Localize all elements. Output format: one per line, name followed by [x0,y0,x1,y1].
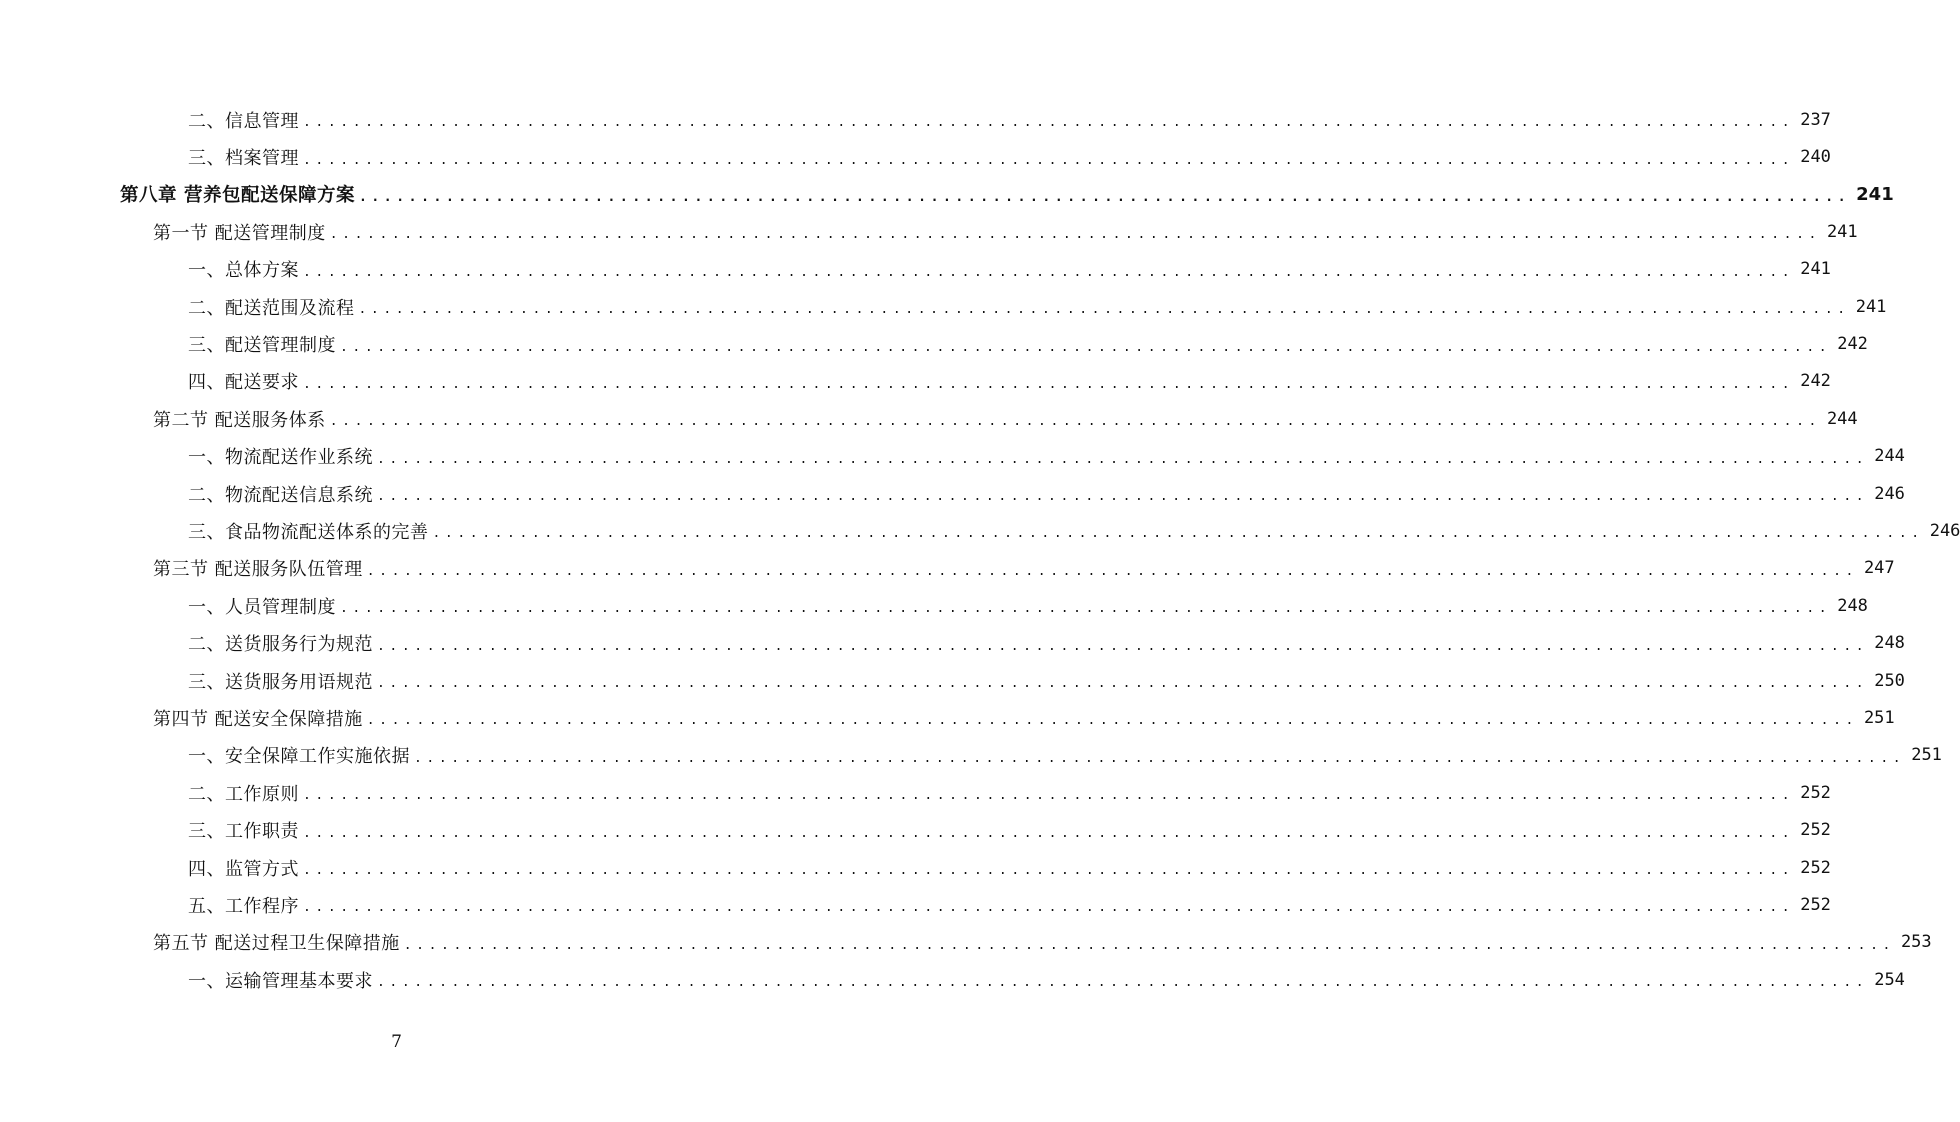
toc-section-entry[interactable] [0,550,1895,587]
toc-item-entry[interactable] [0,438,1905,475]
toc-entry-page-number: 237 [1800,109,1831,130]
toc-entry-title: 第八章 营养包配送保障方案 [120,185,355,207]
dot-leader: ........................................................................................................................ [303,900,1795,916]
dot-leader: ........................................................................................................................ [303,788,1795,804]
toc-entry-title: 二、物流配送信息系统 [188,484,373,506]
toc-entry-title: 第五节 配送过程卫生保障措施 [153,933,400,955]
toc-item-entry[interactable] [0,251,1831,288]
toc-entry-page-number: 247 [1863,558,1895,579]
toc-section-entry[interactable] [0,699,1895,736]
toc-entry-page-number: 244 [1826,408,1858,429]
toc-item-entry[interactable] [0,811,1831,848]
toc-entry-page-number: 240 [1800,147,1831,168]
toc-item-entry[interactable] [0,624,1905,661]
toc-item-entry[interactable] [0,662,1905,699]
table-of-contents [0,101,1960,998]
dot-leader: ........................................................................................................................ [403,937,1895,953]
toc-entry-title: 三、工作职责 [188,821,299,843]
page-number: 7 [391,1032,402,1052]
toc-entry-title: 三、配送管理制度 [188,335,336,357]
dot-leader: ........................................................................................................................ [340,601,1832,617]
toc-entry-title: 二、配送范围及流程 [188,297,355,319]
dot-leader: ........................................................................................................................ [377,676,1869,692]
toc-entry-page-number: 252 [1800,857,1831,878]
dot-leader: ........................................................................................................................ [358,302,1850,318]
toc-entry-page-number: 251 [1911,745,1942,766]
toc-entry-title: 一、安全保障工作实施依据 [188,746,410,768]
toc-entry-page-number: 251 [1863,707,1895,728]
toc-entry-page-number: 253 [1900,932,1932,953]
toc-entry-page-number: 248 [1874,633,1905,654]
dot-leader: ........................................................................................................................ [303,376,1795,392]
toc-item-entry[interactable] [0,587,1868,624]
toc-entry-title: 三、送货服务用语规范 [188,671,373,693]
toc-entry-title: 二、送货服务行为规范 [188,634,373,656]
dot-leader: ........................................................................................................................ [377,489,1869,505]
toc-item-entry[interactable] [0,475,1905,512]
dot-leader: ........................................................................................................................ [377,451,1869,467]
dot-leader: ........................................................................................................................ [432,526,1924,542]
toc-entry-title: 一、运输管理基本要求 [188,970,373,992]
toc-entry-title: 三、食品物流配送体系的完善 [188,521,429,543]
toc-entry-page-number: 254 [1874,969,1905,990]
toc-entry-page-number: 252 [1800,782,1831,803]
toc-item-entry[interactable] [0,288,1887,325]
toc-entry-title: 二、工作原则 [188,783,299,805]
dot-leader: ........................................................................................................................ [366,563,1858,579]
toc-entry-page-number: 241 [1855,296,1887,317]
toc-item-entry[interactable] [0,774,1831,811]
toc-item-entry[interactable] [0,138,1831,175]
toc-item-entry[interactable] [0,101,1831,138]
toc-item-entry[interactable] [0,737,1942,774]
toc-entry-page-number: 246 [1929,520,1960,541]
toc-entry-page-number: 250 [1874,670,1905,691]
toc-section-entry[interactable] [0,213,1858,250]
toc-section-entry[interactable] [0,400,1858,437]
toc-entry-page-number: 241 [1800,259,1831,280]
toc-section-entry[interactable] [0,924,1932,961]
dot-leader: ........................................................................................................................ [340,339,1832,355]
toc-entry-title: 四、配送要求 [188,372,299,394]
toc-entry-title: 四、监管方式 [188,858,299,880]
toc-entry-page-number: 244 [1874,446,1905,467]
toc-entry-title: 三、档案管理 [188,148,299,170]
dot-leader: ........................................................................................................................ [329,227,1821,243]
toc-entry-page-number: 248 [1837,595,1868,616]
dot-leader: ........................................................................................................................ [377,638,1869,654]
toc-entry-title: 第一节 配送管理制度 [153,222,326,244]
dot-leader: ........................................................................................................................ [303,115,1795,131]
toc-entry-page-number: 252 [1800,820,1831,841]
toc-entry-page-number: 241 [1826,221,1858,242]
dot-leader: ........................................................................................................................ [377,975,1869,991]
toc-entry-title: 第二节 配送服务体系 [153,409,326,431]
toc-entry-title: 五、工作程序 [188,895,299,917]
dot-leader: ........................................................................................................................ [329,414,1821,430]
toc-entry-title: 第四节 配送安全保障措施 [153,708,363,730]
toc-item-entry[interactable] [0,325,1868,362]
dot-leader: ........................................................................................................................ [414,750,1906,766]
dot-leader: ........................................................................................................................ [358,189,1851,205]
toc-item-entry[interactable] [0,512,1960,549]
toc-entry-page-number: 242 [1800,371,1831,392]
toc-entry-title: 一、总体方案 [188,260,299,282]
toc-chapter-entry[interactable] [0,176,1894,213]
toc-entry-page-number: 252 [1800,894,1831,915]
toc-item-entry[interactable] [0,961,1905,998]
dot-leader: ........................................................................................................................ [303,264,1795,280]
toc-entry-title: 一、人员管理制度 [188,596,336,618]
toc-item-entry[interactable] [0,363,1831,400]
toc-entry-page-number: 246 [1874,483,1905,504]
toc-entry-title: 一、物流配送作业系统 [188,447,373,469]
toc-entry-title: 二、信息管理 [188,110,299,132]
dot-leader: ........................................................................................................................ [366,713,1858,729]
toc-entry-page-number: 242 [1837,334,1868,355]
dot-leader: ........................................................................................................................ [303,825,1795,841]
toc-item-entry[interactable] [0,849,1831,886]
toc-entry-title: 第三节 配送服务队伍管理 [153,559,363,581]
toc-item-entry[interactable] [0,886,1831,923]
dot-leader: ........................................................................................................................ [303,152,1795,168]
dot-leader: ........................................................................................................................ [303,863,1795,878]
toc-entry-page-number: 241 [1856,183,1894,205]
